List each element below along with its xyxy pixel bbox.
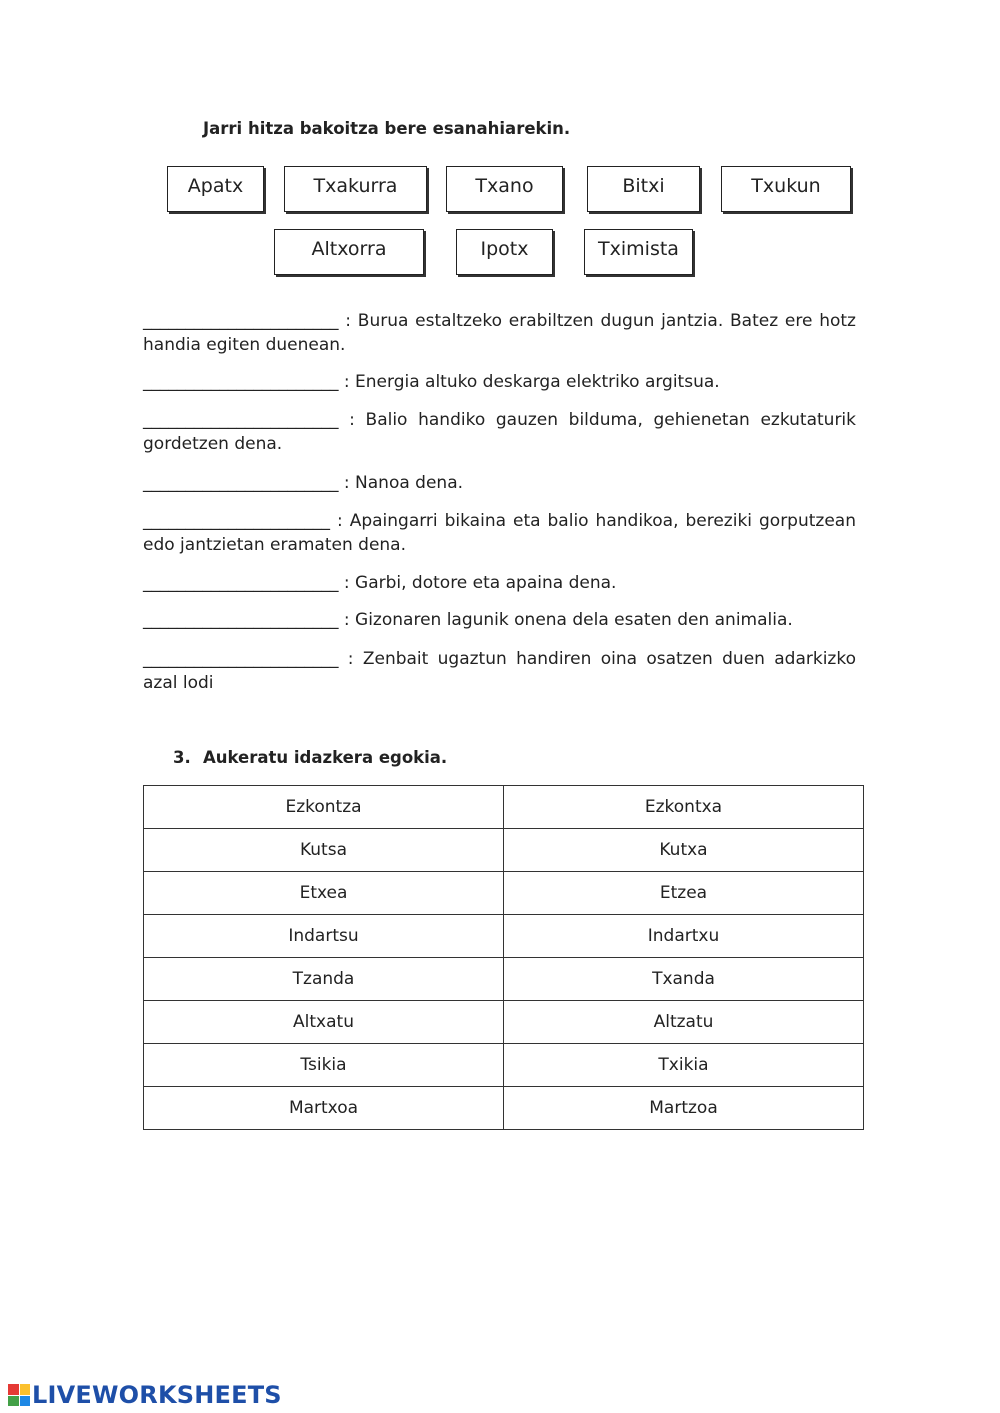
choice-cell[interactable]: Indartxu	[504, 915, 864, 958]
table-row	[144, 1087, 864, 1130]
definition-2[interactable]: _______________________ : Energia altuko deskarga elektriko argitsua.	[143, 372, 720, 392]
word-box-apatx: Apatx	[167, 166, 264, 212]
liveworksheets-logo	[8, 1380, 282, 1410]
word-box-altxorra: Altxorra	[274, 229, 424, 275]
choice-cell[interactable]: Kutxa	[504, 829, 864, 872]
logo-square-green	[8, 1396, 19, 1407]
word-box-txukun: Txukun	[721, 166, 851, 212]
instruction-heading: Jarri hitza bakoitza bere esanahiarekin.	[203, 119, 571, 138]
definition-8[interactable]: _______________________ : Zenbait ugaztun handiren oina osatzen duen adarkizko azal lodi	[143, 649, 856, 693]
choice-cell[interactable]: Etxea	[144, 872, 504, 915]
choice-cell[interactable]: Altzatu	[504, 1001, 864, 1044]
table-row	[144, 1044, 864, 1087]
choice-cell[interactable]: Altxatu	[144, 1001, 504, 1044]
choice-cell[interactable]: Ezkontza	[144, 786, 504, 829]
logo-square-blue	[20, 1396, 31, 1407]
word-box-ipotx: Ipotx	[456, 229, 553, 275]
table-row	[144, 872, 864, 915]
table-row	[144, 958, 864, 1001]
word-box-bitxi: Bitxi	[587, 166, 700, 212]
definition-1[interactable]: _______________________ : Burua estaltzeko erabiltzen dugun jantzia. Batez ere hotz handia egiten duenean.	[143, 311, 856, 355]
logo-grid-icon	[8, 1384, 30, 1406]
word-box-tximista: Tximista	[584, 229, 693, 275]
choice-cell[interactable]: Tsikia	[144, 1044, 504, 1087]
spelling-choice-table	[143, 785, 864, 1130]
choice-cell[interactable]: Ezkontxa	[504, 786, 864, 829]
definition-6[interactable]: _______________________ : Garbi, dotore eta apaina dena.	[143, 573, 617, 593]
word-box-txakurra: Txakurra	[284, 166, 427, 212]
section-3-heading	[173, 748, 447, 767]
definition-4[interactable]: _______________________ : Nanoa dena.	[143, 473, 464, 493]
choice-cell[interactable]: Martzoa	[504, 1087, 864, 1130]
choice-cell[interactable]: Etzea	[504, 872, 864, 915]
choice-cell[interactable]: Kutsa	[144, 829, 504, 872]
table-row	[144, 829, 864, 872]
choice-cell[interactable]: Indartsu	[144, 915, 504, 958]
logo-square-red	[8, 1384, 19, 1395]
choice-cell[interactable]: Tzanda	[144, 958, 504, 1001]
choice-cell[interactable]: Txikia	[504, 1044, 864, 1087]
section-title: Aukeratu idazkera egokia.	[203, 748, 448, 767]
definition-3[interactable]: _______________________ : Balio handiko gauzen bilduma, gehienetan ezkutaturik gordetzen dena.	[143, 410, 856, 454]
section-number: 3.	[173, 748, 191, 767]
table-row	[144, 915, 864, 958]
definition-5[interactable]: ______________________ : Apaingarri bikaina eta balio handikoa, bereziki gorputzean edo jantzietan eramaten dena.	[143, 511, 856, 555]
choice-cell[interactable]: Martxoa	[144, 1087, 504, 1130]
table-row	[144, 786, 864, 829]
definition-7[interactable]: _______________________ : Gizonaren lagunik onena dela esaten den animalia.	[143, 610, 793, 630]
choice-cell[interactable]: Txanda	[504, 958, 864, 1001]
table-row	[144, 1001, 864, 1044]
logo-text: LIVEWORKSHEETS	[32, 1381, 282, 1409]
word-box-txano: Txano	[446, 166, 563, 212]
logo-square-yellow	[20, 1384, 31, 1395]
